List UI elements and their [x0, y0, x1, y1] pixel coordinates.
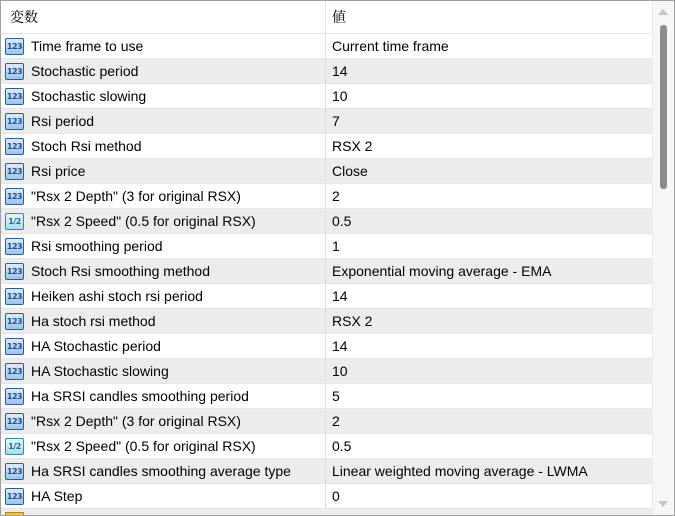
table-row[interactable]: [1, 334, 652, 359]
cell-divider: [325, 259, 326, 284]
int-icon: 123: [5, 463, 24, 480]
int-icon: 123: [5, 88, 24, 105]
variable-name: Ha SRSI candles smoothing period: [31, 388, 249, 404]
variable-name: Stochastic period: [31, 63, 139, 79]
scroll-up-arrow-icon[interactable]: [658, 9, 668, 15]
variable-name: Stoch Rsi method: [31, 138, 142, 154]
cell-divider: [325, 309, 326, 334]
table-row[interactable]: [1, 284, 652, 309]
variable-value[interactable]: 14: [332, 63, 348, 79]
variable-name: "Rsx 2 Speed" (0.5 for original RSX): [31, 213, 256, 229]
column-divider[interactable]: [325, 1, 326, 34]
variable-name: Heiken ashi stoch rsi period: [31, 288, 203, 304]
variable-name: Ha SRSI candles smoothing average type: [31, 463, 291, 479]
int-icon: 123: [5, 338, 24, 355]
int-icon: 123: [5, 163, 24, 180]
variable-name: Rsi period: [31, 113, 95, 129]
vertical-scrollbar[interactable]: [652, 1, 674, 515]
cell-divider: [325, 484, 326, 509]
variable-name: "Rsx 2 Depth" (3 for original RSX): [31, 188, 241, 204]
variable-name: Ha stoch rsi method: [31, 313, 156, 329]
variable-name: Rsi price: [31, 163, 86, 179]
table-row[interactable]: [1, 34, 652, 59]
variable-name: HA Stochastic slowing: [31, 363, 169, 379]
table-row[interactable]: [1, 59, 652, 84]
variable-value[interactable]: Current time frame: [332, 38, 449, 54]
variable-name: HA Step: [31, 488, 83, 504]
variable-value[interactable]: 2: [332, 188, 340, 204]
variable-value[interactable]: 2: [332, 413, 340, 429]
variable-value[interactable]: 10: [332, 88, 348, 104]
cell-divider: [325, 409, 326, 434]
table-row[interactable]: [1, 184, 652, 209]
variable-name: Time frame to use: [31, 38, 144, 54]
table-row[interactable]: [1, 309, 652, 334]
int-icon: 123: [5, 63, 24, 80]
column-header-value[interactable]: 値: [332, 9, 346, 25]
cell-divider: [325, 109, 326, 134]
int-icon: 123: [5, 413, 24, 430]
int-icon: 123: [5, 188, 24, 205]
variable-value[interactable]: Exponential moving average - EMA: [332, 263, 552, 279]
variable-value[interactable]: 7: [332, 113, 340, 129]
int-icon: 123: [5, 313, 24, 330]
variable-name: Stoch Rsi smoothing method: [31, 263, 210, 279]
scroll-thumb[interactable]: [660, 25, 667, 189]
table-row[interactable]: [1, 359, 652, 384]
int-icon: 123: [5, 388, 24, 405]
variable-name: HA Stochastic period: [31, 338, 161, 354]
variable-value[interactable]: Linear weighted moving average - LWMA: [332, 463, 588, 479]
cell-divider: [325, 459, 326, 484]
variable-name: "Rsx 2 Speed" (0.5 for original RSX): [31, 438, 256, 454]
cell-divider: [325, 284, 326, 309]
cell-divider: [325, 359, 326, 384]
variable-value[interactable]: 1: [332, 238, 340, 254]
variable-value[interactable]: 14: [332, 338, 348, 354]
cell-divider: [325, 184, 326, 209]
variable-name: Stochastic slowing: [31, 88, 147, 104]
int-icon: 123: [5, 363, 24, 380]
variable-value[interactable]: RSX 2: [332, 138, 373, 154]
color-icon: [5, 512, 24, 516]
variable-name: Rsi smoothing period: [31, 238, 163, 254]
cell-divider: [325, 84, 326, 109]
table-row[interactable]: [1, 259, 652, 284]
variable-value[interactable]: 5: [332, 388, 340, 404]
cell-divider: [325, 384, 326, 409]
variable-value[interactable]: RSX 2: [332, 313, 373, 329]
table-body: [1, 34, 652, 509]
cell-divider: [325, 134, 326, 159]
table-header: [1, 1, 652, 34]
table-row[interactable]: [1, 84, 652, 109]
int-icon: 123: [5, 138, 24, 155]
variable-value[interactable]: 0.5: [332, 438, 352, 454]
variable-value[interactable]: 0.5: [332, 213, 352, 229]
variable-value[interactable]: 0: [332, 488, 340, 504]
variable-name: "Rsx 2 Depth" (3 for original RSX): [31, 413, 241, 429]
cell-divider: [325, 59, 326, 84]
int-icon: 123: [5, 488, 24, 505]
int-icon: 123: [5, 38, 24, 55]
cell-divider: [325, 209, 326, 234]
double-icon: 1/2: [5, 213, 24, 230]
cell-divider: [325, 434, 326, 459]
variable-value[interactable]: 10: [332, 363, 348, 379]
table-row[interactable]: [1, 209, 652, 234]
cell-divider: [325, 34, 326, 59]
table-row[interactable]: [1, 109, 652, 134]
scroll-down-arrow-icon[interactable]: [658, 501, 668, 507]
cell-divider: [325, 334, 326, 359]
table-row[interactable]: [1, 234, 652, 259]
table-row[interactable]: [1, 459, 652, 484]
table-row[interactable]: [1, 484, 652, 509]
int-icon: 123: [5, 238, 24, 255]
table-row[interactable]: [1, 384, 652, 409]
int-icon: 123: [5, 113, 24, 130]
table-row-partial[interactable]: [1, 509, 652, 516]
cell-divider: [325, 159, 326, 184]
table-row[interactable]: [1, 434, 652, 459]
table-row[interactable]: [1, 134, 652, 159]
int-icon: 123: [5, 263, 24, 280]
table-row[interactable]: [1, 159, 652, 184]
variable-value[interactable]: Close: [332, 163, 368, 179]
int-icon: 123: [5, 288, 24, 305]
double-icon: 1/2: [5, 438, 24, 455]
table-row[interactable]: [1, 409, 652, 434]
variable-value[interactable]: 14: [332, 288, 348, 304]
cell-divider: [325, 234, 326, 259]
column-header-variable[interactable]: 変数: [10, 9, 38, 25]
